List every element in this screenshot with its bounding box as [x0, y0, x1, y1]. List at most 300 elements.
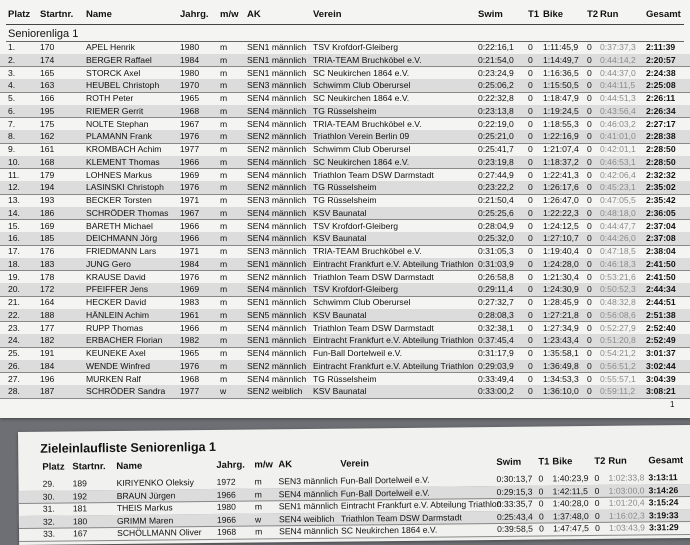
cell-bike: 1:21:30,4 [543, 271, 579, 282]
cell-gesamt: 2:52:49 [646, 335, 676, 346]
cell-name: LASINSKI Christoph [86, 182, 164, 193]
cell-verein: Eintracht Frankfurt e.V. Abteilung Triathlon [313, 335, 474, 346]
cell-mw: m [220, 54, 228, 65]
table-row [0, 169, 690, 183]
cell-jahrg: 1977 [180, 144, 200, 154]
cell-ak: SEN1 männlich [247, 335, 307, 346]
cell-gesamt: 2:27:17 [646, 118, 676, 129]
cell-jahrg: 1971 [180, 195, 200, 205]
cell-name: HEUBEL Christoph [86, 80, 160, 91]
cell-t2: 0 [587, 42, 592, 52]
cell-run: 0:48:32,8 [600, 297, 636, 307]
cell-platz: 4. [8, 80, 16, 91]
cell-name: KEUNEKE Axel [86, 348, 146, 358]
cell-run: 0:56:51,2 [600, 360, 636, 371]
table-row [0, 156, 690, 170]
header-ak: AK [278, 459, 293, 471]
cell-swim: 0:25:21,0 [478, 131, 514, 142]
cell-ak: SEN4 männlich [279, 526, 339, 537]
cell-jahrg: 1977 [180, 386, 200, 397]
cell-bike: 1:16:36,5 [543, 67, 579, 78]
header-verein: Verein [340, 458, 369, 470]
cell-verein: TSV Krofdorf-Gleiberg [313, 284, 399, 295]
cell-name: ERBACHER Florian [86, 335, 163, 346]
cell-bike: 1:22:16,9 [543, 131, 579, 142]
cell-startnr: 167 [73, 528, 88, 539]
cell-t2: 0 [587, 246, 592, 256]
cell-name: THEIS Markus [116, 502, 173, 514]
cell-t1: 0 [528, 271, 533, 282]
cell-verein: Eintracht Frankfurt e.V. Abteilung Triathlon [313, 360, 474, 371]
cell-run: 0:59:11,2 [600, 386, 636, 397]
cell-run: 0:46:53,1 [600, 156, 636, 167]
cell-t2: 0 [587, 386, 592, 397]
cell-mw: w [220, 386, 227, 397]
cell-jahrg: 1968 [180, 105, 200, 116]
header-bike: Bike [543, 9, 564, 20]
table-row [0, 105, 690, 119]
cell-gesamt: 2:41:50 [646, 271, 676, 282]
cell-startnr: 161 [40, 144, 55, 154]
cell-jahrg: 1970 [180, 80, 200, 91]
cell-t2: 0 [594, 485, 600, 496]
cell-run: 0:54:21,2 [600, 348, 636, 358]
cell-platz: 5. [8, 93, 16, 103]
cell-bike: 1:36:10,0 [543, 386, 579, 397]
cell-name: RIEMER Gerrit [86, 105, 144, 116]
cell-mw: m [220, 207, 228, 218]
header-t2: T2 [594, 455, 606, 467]
cell-t2: 0 [587, 220, 592, 231]
cell-name: SCHRÖDER Sandra [86, 386, 166, 397]
cell-bike: 1:34:53,3 [543, 373, 579, 384]
cell-t2: 0 [587, 93, 592, 103]
cell-swim: 0:32:38,1 [478, 322, 514, 333]
cell-startnr: 164 [40, 297, 55, 307]
cell-jahrg: 1976 [180, 182, 200, 193]
cell-ak: SEN3 männlich [278, 475, 338, 487]
header-swim: Swim [478, 9, 503, 20]
cell-bike: 1:24:28,0 [543, 258, 579, 269]
cell-startnr: 179 [40, 169, 55, 180]
cell-t1: 0 [528, 67, 533, 78]
cell-t2: 0 [594, 523, 600, 534]
cell-startnr: 182 [40, 335, 55, 346]
cell-startnr: 170 [40, 42, 55, 52]
cell-t1: 0 [528, 373, 533, 384]
cell-swim: 0:33:00,2 [478, 386, 514, 397]
cell-verein: KSV Baunatal [313, 309, 367, 320]
cell-verein: Schwimm Club Oberursel [313, 144, 411, 154]
cell-run: 0:53:21,6 [600, 271, 636, 282]
cell-bike: 1:18:37,2 [543, 156, 579, 167]
header-mw: m/w [254, 459, 273, 471]
cell-platz: 29. [42, 478, 55, 489]
cell-name: LOHNES Markus [86, 169, 152, 180]
cell-t2: 0 [587, 271, 592, 282]
cell-mw: m [220, 182, 228, 193]
cell-gesamt: 2:44:51 [646, 297, 676, 307]
cell-ak: SEN1 männlich [247, 42, 307, 52]
cell-name: HECKER David [86, 297, 147, 307]
cell-t1: 0 [528, 322, 533, 333]
cell-startnr: 168 [40, 156, 55, 167]
cell-ak: SEN4 männlich [247, 169, 307, 180]
cell-t2: 0 [587, 54, 592, 65]
cell-platz: 19. [8, 271, 20, 282]
cell-platz: 31. [42, 503, 55, 514]
cell-swim: 0:30:13,7 [496, 473, 533, 484]
cell-ak: SEN1 männlich [278, 500, 339, 512]
cell-gesamt: 2:44:34 [646, 284, 676, 295]
cell-mw: m [220, 360, 228, 371]
cell-bike: 1:37:48,0 [552, 510, 589, 522]
cell-swim: 0:25:32,0 [478, 233, 514, 244]
cell-jahrg: 1968 [180, 373, 200, 384]
cell-mw: m [220, 309, 228, 320]
cell-platz: 1. [8, 42, 16, 52]
cell-name: JUNG Gero [86, 258, 131, 269]
cell-ak: SEN4 weiblich [278, 513, 335, 525]
cell-platz: 25. [8, 348, 20, 358]
table-row [0, 41, 690, 55]
cell-gesamt: 3:08:21 [646, 386, 676, 397]
cell-mw: w [254, 514, 262, 525]
cell-run: 0:44:14,2 [600, 54, 636, 65]
cell-bike: 1:14:49,7 [543, 54, 579, 65]
header-t1: T1 [538, 456, 550, 468]
cell-mw: m [220, 93, 228, 103]
cell-ak: SEN2 männlich [247, 271, 307, 282]
cell-platz: 17. [8, 246, 20, 256]
cell-t2: 0 [587, 258, 592, 269]
cell-ak: SEN4 männlich [247, 156, 307, 167]
cell-t1: 0 [528, 386, 533, 397]
cell-verein: Eintracht Frankfurt e.V. Abteilung Triathlon [340, 499, 502, 511]
header-verein: Verein [313, 9, 342, 20]
cell-run: 0:48:18,0 [600, 207, 636, 218]
cell-t1: 0 [528, 335, 533, 346]
cell-gesamt: 3:02:44 [646, 360, 676, 371]
table-row [0, 271, 690, 285]
cell-ak: SEN1 männlich [247, 54, 307, 65]
cell-verein: KSV Baunatal [313, 386, 367, 397]
cell-ak: SEN2 männlich [247, 182, 307, 193]
cell-startnr: 181 [72, 503, 88, 514]
cell-run: 1:16:02,3 [608, 510, 645, 521]
cell-gesamt: 2:26:11 [646, 93, 676, 103]
table-row [0, 334, 690, 348]
cell-bike: 1:19:40,4 [543, 246, 579, 256]
cell-startnr: 172 [40, 284, 55, 295]
cell-verein: KSV Baunatal [313, 233, 367, 244]
cell-jahrg: 1984 [180, 54, 200, 65]
cell-gesamt: 2:25:08 [646, 80, 676, 91]
cell-swim: 0:23:24,9 [478, 67, 514, 78]
cell-platz: 14. [8, 207, 20, 218]
cell-startnr: 174 [40, 54, 55, 65]
cell-jahrg: 1980 [180, 42, 200, 52]
cell-mw: m [220, 220, 228, 231]
cell-t2: 0 [587, 182, 592, 193]
table-row [0, 207, 690, 221]
header-bike: Bike [552, 456, 573, 468]
table-row [0, 194, 690, 208]
cell-bike: 1:22:41,3 [543, 169, 579, 180]
cell-gesamt: 2:52:40 [646, 322, 676, 333]
cell-mw: m [220, 67, 228, 78]
cell-platz: 27. [8, 373, 20, 384]
cell-t2: 0 [587, 322, 592, 333]
cell-startnr: 193 [40, 195, 55, 205]
cell-t2: 0 [587, 360, 592, 371]
cell-name: KROMBACH Achim [86, 144, 162, 154]
cell-ak: SEN2 männlich [247, 144, 307, 154]
header-name: Name [116, 460, 143, 472]
cell-swim: 0:33:49,4 [478, 373, 514, 384]
cell-platz: 18. [8, 258, 20, 269]
cell-platz: 2. [8, 54, 16, 65]
cell-platz: 21. [8, 297, 20, 307]
cell-swim: 0:23:22,2 [478, 182, 514, 193]
cell-run: 0:47:18,5 [600, 246, 636, 256]
cell-platz: 16. [8, 233, 20, 244]
cell-jahrg: 1980 [216, 501, 236, 513]
cell-t1: 0 [538, 523, 544, 534]
cell-name: APEL Henrik [86, 42, 135, 52]
cell-t1: 0 [528, 54, 533, 65]
cell-jahrg: 1969 [180, 284, 200, 295]
cell-startnr: 188 [40, 309, 55, 320]
header-startnr: Startnr. [40, 9, 74, 20]
cell-startnr: 194 [40, 182, 55, 193]
cell-startnr: 178 [40, 271, 55, 282]
cell-verein: Fun-Ball Dortelweil e.V. [340, 487, 430, 499]
cell-gesamt: 2:28:50 [646, 156, 676, 167]
table-row [0, 296, 690, 310]
cell-mw: m [220, 335, 228, 346]
cell-platz: 26. [8, 360, 20, 371]
cell-name: ROTH Peter [86, 93, 134, 103]
cell-jahrg: 1983 [180, 297, 200, 307]
cell-mw: m [220, 80, 228, 91]
cell-t2: 0 [587, 309, 592, 320]
cell-mw: m [220, 118, 228, 129]
cell-verein: Triathlon Team DSW Darmstadt [313, 271, 434, 282]
cell-name: PLAMANN Frank [86, 131, 152, 142]
cell-swim: 0:22:19,0 [478, 118, 514, 129]
cell-bike: 1:19:24,5 [543, 105, 579, 116]
cell-platz: 33. [43, 529, 56, 540]
cell-name: KIRIYENKO Oleksiy [116, 477, 194, 488]
cell-bike: 1:28:45,9 [543, 297, 579, 307]
header-swim: Swim [496, 456, 522, 468]
cell-swim: 0:28:04,9 [478, 220, 514, 231]
cell-jahrg: 1966 [180, 220, 200, 231]
cell-ak: SEN1 männlich [247, 67, 307, 78]
cell-t1: 0 [528, 169, 533, 180]
header-ak: AK [247, 9, 261, 20]
cell-swim: 0:33:35,7 [496, 498, 533, 510]
cell-gesamt: 2:41:50 [646, 258, 676, 269]
cell-mw: m [254, 501, 263, 512]
cell-swim: 0:21:54,0 [478, 54, 514, 65]
cell-gesamt: 3:14:26 [648, 484, 679, 495]
header-jahrg: Jahrg. [180, 9, 209, 20]
cell-startnr: 176 [40, 246, 55, 256]
cell-startnr: 189 [72, 478, 87, 489]
cell-t2: 0 [587, 195, 592, 205]
cell-verein: Triathlon Team DSW Darmstadt [313, 322, 434, 333]
header-run: Run [600, 9, 619, 20]
cell-t2: 0 [594, 472, 600, 483]
cell-run: 0:44:26,0 [600, 233, 636, 244]
cell-ak: SEN4 männlich [247, 93, 307, 103]
table-row [0, 54, 690, 68]
cell-gesamt: 3:01:37 [646, 348, 676, 358]
cell-swim: 0:29:03,9 [478, 360, 514, 371]
cell-run: 0:56:08,6 [600, 309, 636, 320]
cell-jahrg: 1982 [180, 335, 200, 346]
cell-t2: 0 [587, 144, 592, 154]
cell-swim: 0:31:17,9 [478, 348, 514, 358]
cell-run: 1:03:00,0 [608, 485, 645, 496]
cell-bike: 1:15:50,5 [543, 80, 579, 91]
cell-mw: m [220, 195, 228, 205]
cell-gesamt: 2:38:04 [646, 246, 676, 256]
cell-platz: 28. [8, 386, 20, 397]
header-jahrg: Jahrg. [216, 459, 245, 471]
cell-startnr: 187 [40, 386, 55, 397]
table-row [0, 322, 690, 336]
table-row [0, 309, 690, 323]
cell-gesamt: 2:24:38 [646, 67, 676, 78]
cell-startnr: 195 [40, 105, 55, 116]
cell-mw: m [220, 156, 228, 167]
cell-t2: 0 [587, 373, 592, 384]
cell-mw: m [254, 476, 262, 487]
cell-t2: 0 [587, 233, 592, 244]
cell-jahrg: 1972 [216, 476, 236, 487]
cell-mw: m [220, 297, 228, 307]
cell-t1: 0 [528, 284, 533, 295]
cell-gesamt: 2:11:39 [646, 42, 676, 52]
cell-ak: SEN2 weiblich [247, 386, 303, 397]
table-row [0, 130, 690, 144]
cell-t2: 0 [587, 105, 592, 116]
cell-mw: m [255, 526, 263, 537]
cell-gesamt: 2:26:34 [646, 105, 676, 116]
cell-startnr: 165 [40, 67, 55, 78]
cell-run: 1:03:43,9 [608, 522, 645, 534]
cell-run: 0:41:01,0 [600, 131, 636, 142]
cell-name: BERGER Raffael [86, 54, 152, 65]
cell-t1: 0 [528, 309, 533, 320]
cell-name: STORCK Axel [86, 67, 141, 78]
cell-startnr: 180 [72, 516, 88, 527]
cell-jahrg: 1976 [180, 271, 200, 282]
cell-swim: 0:25:25,6 [478, 207, 514, 218]
cell-jahrg: 1984 [180, 258, 200, 269]
header-name: Name [86, 9, 112, 20]
header-platz: Platz [42, 461, 65, 473]
cell-bike: 1:18:55,3 [543, 118, 579, 129]
cell-swim: 0:28:08,3 [478, 309, 514, 320]
cell-ak: SEN4 männlich [247, 373, 307, 384]
cell-mw: m [220, 233, 228, 244]
cell-platz: 20. [8, 284, 20, 295]
cell-t2: 0 [587, 284, 592, 295]
cell-swim: 0:27:44,9 [478, 169, 514, 180]
cell-ak: SEN1 männlich [247, 258, 307, 269]
cell-run: 0:42:01,1 [600, 144, 636, 154]
cell-bike: 1:40:28,0 [552, 498, 589, 509]
cell-name: KRAUSE David [86, 271, 146, 282]
cell-jahrg: 1971 [180, 246, 200, 256]
cell-swim: 0:31:05,3 [478, 246, 514, 256]
cell-t1: 0 [528, 348, 533, 358]
cell-t2: 0 [587, 348, 592, 358]
cell-swim: 0:23:13,8 [478, 105, 514, 116]
cell-t1: 0 [528, 156, 533, 167]
cell-run: 0:50:52,3 [600, 284, 636, 295]
header-gesamt: Gesamt [648, 455, 684, 467]
cell-ak: SEN2 männlich [247, 131, 307, 142]
cell-startnr: 191 [40, 348, 55, 358]
cell-startnr: 177 [40, 322, 55, 333]
cell-run: 0:37:37,3 [600, 42, 636, 52]
cell-t1: 0 [538, 511, 544, 522]
cell-t1: 0 [528, 220, 533, 231]
cell-t2: 0 [587, 335, 592, 346]
cell-name: RUPP Thomas [86, 322, 143, 333]
cell-ak: SEN4 männlich [247, 105, 307, 116]
cell-mw: m [220, 258, 228, 269]
cell-mw: m [220, 42, 228, 52]
table-row [0, 385, 690, 399]
cell-jahrg: 1966 [180, 156, 200, 167]
header-t2: T2 [587, 9, 599, 20]
cell-t2: 0 [587, 67, 592, 78]
cell-platz: 22. [8, 309, 20, 320]
cell-verein: Schwimm Club Oberursel [313, 297, 411, 307]
cell-startnr: 186 [40, 207, 55, 218]
cell-gesamt: 2:51:38 [646, 309, 676, 320]
table-row [0, 143, 690, 157]
cell-ak: SEN5 männlich [247, 309, 307, 320]
cell-run: 0:45:23,1 [600, 182, 636, 193]
cell-swim: 0:25:41,7 [478, 144, 514, 154]
cell-mw: m [220, 169, 228, 180]
cell-jahrg: 1967 [180, 207, 200, 218]
cell-jahrg: 1965 [180, 348, 200, 358]
table-row [0, 67, 690, 81]
table-row [0, 347, 690, 361]
cell-swim: 0:25:06,2 [478, 80, 514, 91]
cell-run: 0:46:18,3 [600, 258, 636, 269]
cell-startnr: 162 [40, 131, 55, 142]
cell-bike: 1:35:58,1 [543, 348, 579, 358]
cell-name: SCHRÖDER Thomas [86, 207, 169, 218]
cell-mw: m [220, 348, 228, 358]
cell-t2: 0 [594, 510, 600, 521]
header-run: Run [608, 455, 627, 467]
cell-platz: 24. [8, 335, 20, 346]
cell-startnr: 196 [40, 373, 55, 384]
cell-run: 0:43:56,4 [600, 105, 636, 116]
cell-ak: SEN4 männlich [247, 233, 307, 244]
cell-mw: m [220, 271, 228, 282]
